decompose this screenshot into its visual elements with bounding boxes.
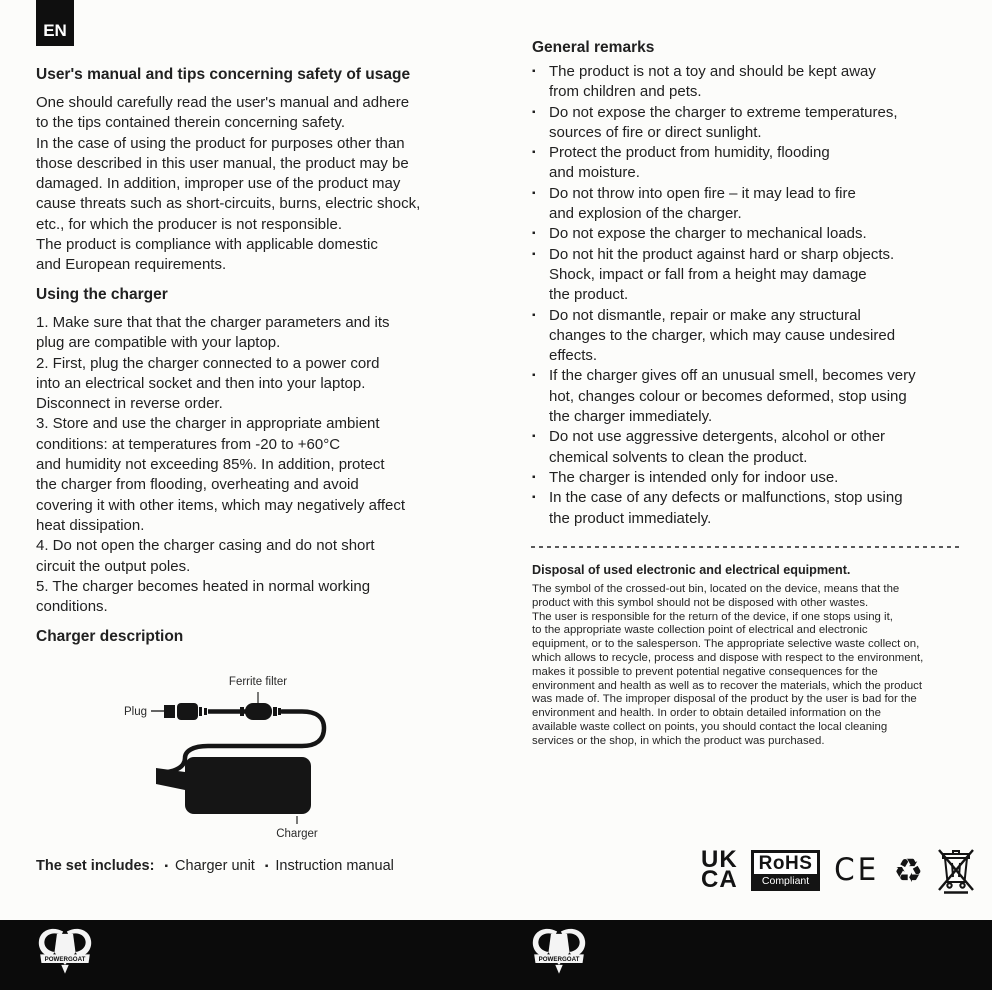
intro-paragraph: One should carefully read the user's manual and adhere to the tips contained therein concerning safety. In the case of using the product for purposes other than those described in this user manual, the product may be damaged. In addition, improper use of the product may cause threats such as short-circuits, burns, electric shock, etc., for which the producer is not responsible. The product is compliance with applicable domestic and European requirements. xyxy=(36,94,421,274)
using-charger-heading: Using the charger xyxy=(36,286,168,303)
ce-mark: CE xyxy=(834,852,880,888)
remark-item: ▪ Do not expose the charger to mechanical loads. xyxy=(532,224,968,244)
using-charger-instructions: 1. Make sure that that the charger parameters and its plug are compatible with your laptop. 2. First, plug the charger connected to a power cord into an electrical socket and then into your laptop. Disconnect in reverse order. 3. Store and use the charger in appropriate ambient conditions: at temperatures from -20 to +60°C and humidity not exceeding 85%. In addition, protect the charger from flooding, overheating and avoid covering it with other items, which may negatively affect heat dissipation. 4. Do not open the charger casing and do not short circuit the output poles. 5. The charger becomes heated in normal working conditions. xyxy=(36,314,406,616)
remark-item: ▪ If the charger gives off an unusual smell, becomes very hot, changes colour or becomes deformed, stop using the charger immediately. xyxy=(532,366,968,427)
rohs-mark xyxy=(751,850,821,891)
disposal-heading: Disposal of used electronic and electrical equipment. xyxy=(532,563,851,577)
ukca-top-label: UK xyxy=(701,846,738,873)
language-badge-label: EN xyxy=(43,21,67,40)
remark-item: ▪ Do not expose the charger to extreme temperatures, sources of fire or direct sunlight. xyxy=(532,103,968,144)
charger-description-heading: Charger description xyxy=(36,628,184,645)
dashed-separator xyxy=(531,546,959,548)
set-item-charger-unit: ▪ Charger unit xyxy=(164,858,254,874)
weee-crossed-bin-icon xyxy=(936,846,976,894)
set-item-instruction-manual: ▪ Instruction manual xyxy=(265,858,394,874)
remark-item: ▪ Do not dismantle, repair or make any structural changes to the charger, which may cause undesired effects. xyxy=(532,306,968,367)
powergoat-logo xyxy=(34,926,96,984)
plug-connector-icon xyxy=(164,703,207,720)
remark-item: ▪ The product is not a toy and should be kept away from children and pets. xyxy=(532,62,968,103)
set-includes-line xyxy=(36,858,394,874)
general-remarks-heading: General remarks xyxy=(532,39,655,56)
powergoat-wordmark: POWERGOAT xyxy=(538,955,580,963)
remark-item: ▪ Protect the product from humidity, flooding and moisture. xyxy=(532,143,968,184)
disposal-paragraph: The symbol of the crossed-out bin, located on the device, means that the product with this symbol should not be disposed with other wastes. The user is responsible for the return of the device, if one stops using it, to the appropriate waste collection point of electrical and electronic equipment, or to the salesperson. The appropriate selective waste collect on, which allows to recycle, process and dispose with respect to the environment, makes it possible to prevent potential negative consequences for the environment and health as well as to recover the materials, which the product was made of. The improper disposal of the product by the user is bad for the environment and health. In order to obtain detailed information on the available waste collect on points, you should contact the local cleaning services or the shop, in which the product was purchased. xyxy=(532,583,924,747)
powergoat-logo xyxy=(528,926,590,984)
charger-diagram xyxy=(36,658,468,842)
dc-connector-icon xyxy=(156,768,185,790)
certification-marks xyxy=(701,845,976,895)
ferrite-filter-icon xyxy=(240,703,281,720)
ferrite-filter-label: Ferrite filter xyxy=(228,676,288,688)
remark-item: ▪ Do not use aggressive detergents, alcohol or other chemical solvents to clean the product. xyxy=(532,427,968,468)
general-remarks-list xyxy=(532,62,968,529)
plug-label: Plug xyxy=(123,706,147,718)
rohs-subtitle: Compliant xyxy=(754,874,818,888)
charger-label: Charger xyxy=(276,828,318,840)
powergoat-wordmark: POWERGOAT xyxy=(44,955,86,963)
recycling-icon: ♻ xyxy=(893,850,924,890)
remark-item: ▪ Do not throw into open fire – it may lead to fire and explosion of the charger. xyxy=(532,184,968,225)
remark-item: ▪ In the case of any defects or malfunctions, stop using the product immediately. xyxy=(532,488,968,529)
page-title: User's manual and tips concerning safety of usage xyxy=(36,66,411,83)
charger-brick-icon xyxy=(185,757,311,814)
rohs-title: RoHS xyxy=(758,852,813,874)
footer-bar xyxy=(0,920,992,990)
remark-item: ▪ Do not hit the product against hard or sharp objects. Shock, impact or fall from a height may damage the product. xyxy=(532,245,968,306)
ukca-mark xyxy=(701,846,738,893)
language-badge xyxy=(36,0,74,46)
ukca-bottom-label: CA xyxy=(701,866,738,893)
set-includes-label: The set includes: xyxy=(36,858,155,874)
remark-item: ▪ The charger is intended only for indoor use. xyxy=(532,468,968,488)
